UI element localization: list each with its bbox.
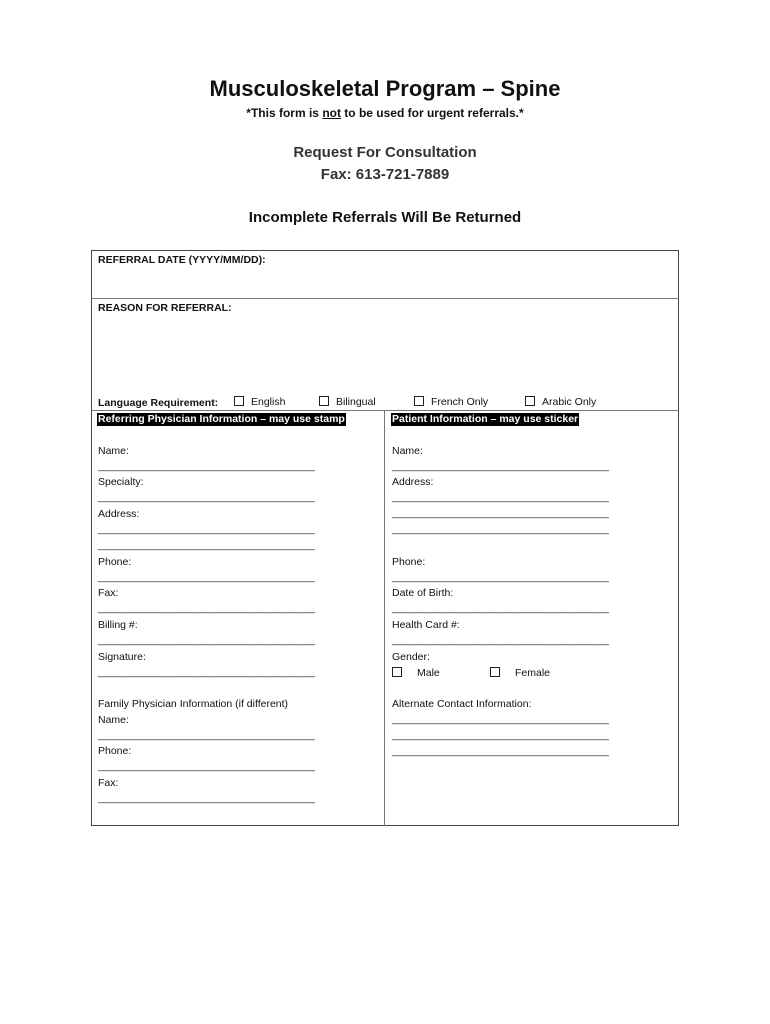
family-physician-title: Family Physician Information (if different) — [98, 698, 289, 710]
ref-fax-field[interactable]: _______________________________________ — [98, 603, 315, 614]
pt-alternate-contact-field[interactable]: _______________________________________ — [392, 730, 609, 741]
referral-date-label: REFERRAL DATE (YYYY/MM/DD): — [98, 254, 266, 266]
incomplete-warning: Incomplete Referrals Will Be Returned — [248, 209, 522, 226]
checkbox-icon[interactable] — [392, 667, 402, 677]
checkbox-icon[interactable] — [525, 396, 535, 406]
checkbox-icon[interactable] — [234, 396, 244, 406]
patient-info-header: Patient Information – may use sticker — [392, 413, 579, 425]
language-option-french[interactable]: French Only — [414, 396, 488, 408]
urgent-disclaimer — [0, 106, 770, 120]
checkbox-icon[interactable] — [319, 396, 329, 406]
pt-address-field[interactable]: _______________________________________ — [392, 492, 609, 503]
disclaimer-post: to be used for urgent referrals.* — [340, 106, 524, 120]
pt-alternate-contact-field[interactable]: _______________________________________ — [392, 714, 609, 725]
language-option-english[interactable]: English — [234, 396, 285, 408]
pt-gender-label: Gender: — [392, 651, 430, 663]
family-fax-label: Fax: — [98, 777, 119, 789]
pt-health-card-field[interactable]: _______________________________________ — [392, 635, 609, 646]
gender-option-male[interactable]: Male — [392, 667, 440, 679]
language-option-bilingual[interactable]: Bilingual — [319, 396, 376, 408]
pt-phone-field[interactable]: _______________________________________ — [392, 572, 609, 583]
checkbox-icon[interactable] — [414, 396, 424, 406]
family-phone-field[interactable]: _______________________________________ — [98, 761, 315, 772]
language-option-arabic[interactable]: Arabic Only — [525, 396, 596, 408]
pt-dob-field[interactable]: _______________________________________ — [392, 603, 609, 614]
ref-specialty-label: Specialty: — [98, 476, 144, 488]
request-heading: Request For Consultation — [293, 144, 477, 161]
ref-billing-label: Billing #: — [98, 619, 138, 631]
disclaimer-not: not — [322, 106, 341, 120]
ref-name-field[interactable]: _______________________________________ — [98, 461, 315, 472]
reason-label: REASON FOR REFERRAL: — [98, 302, 232, 314]
referring-physician-header: Referring Physician Information – may use stamp — [98, 413, 345, 425]
checkbox-icon[interactable] — [490, 667, 500, 677]
pt-alternate-contact-label: Alternate Contact Information: — [392, 698, 532, 710]
ref-address-label: Address: — [98, 508, 140, 520]
ref-specialty-field[interactable]: _______________________________________ — [98, 492, 315, 503]
pt-address-field[interactable]: _______________________________________ — [392, 508, 609, 519]
pt-name-field[interactable]: _______________________________________ — [392, 461, 609, 472]
ref-billing-field[interactable]: _______________________________________ — [98, 635, 315, 646]
family-fax-field[interactable]: _______________________________________ — [98, 793, 315, 804]
ref-signature-label: Signature: — [98, 651, 146, 663]
form-title: Musculoskeletal Program – Spine — [209, 76, 561, 101]
pt-phone-label: Phone: — [392, 556, 426, 568]
ref-address-field[interactable]: _______________________________________ — [98, 524, 315, 535]
pt-address-field[interactable]: _______________________________________ — [392, 524, 609, 535]
language-label: Language Requirement: — [98, 397, 219, 409]
fax-number: Fax: 613-721-7889 — [320, 166, 450, 183]
ref-address-field[interactable]: _______________________________________ — [98, 540, 315, 551]
pt-dob-label: Date of Birth: — [392, 587, 454, 599]
gender-option-female[interactable]: Female — [490, 667, 550, 679]
column-divider — [384, 410, 385, 826]
family-phone-label: Phone: — [98, 745, 132, 757]
divider — [91, 298, 679, 299]
pt-health-card-label: Health Card #: — [392, 619, 460, 631]
family-name-label: Name: — [98, 714, 129, 726]
pt-address-label: Address: — [392, 476, 434, 488]
divider — [91, 410, 679, 411]
ref-fax-label: Fax: — [98, 587, 119, 599]
ref-name-label: Name: — [98, 445, 129, 457]
ref-phone-label: Phone: — [98, 556, 132, 568]
ref-phone-field[interactable]: _______________________________________ — [98, 572, 315, 583]
pt-alternate-contact-field[interactable]: _______________________________________ — [392, 746, 609, 757]
ref-signature-field[interactable]: _______________________________________ — [98, 667, 315, 678]
disclaimer-pre: *This form is — [246, 106, 323, 120]
pt-name-label: Name: — [392, 445, 423, 457]
family-name-field[interactable]: _______________________________________ — [98, 730, 315, 741]
